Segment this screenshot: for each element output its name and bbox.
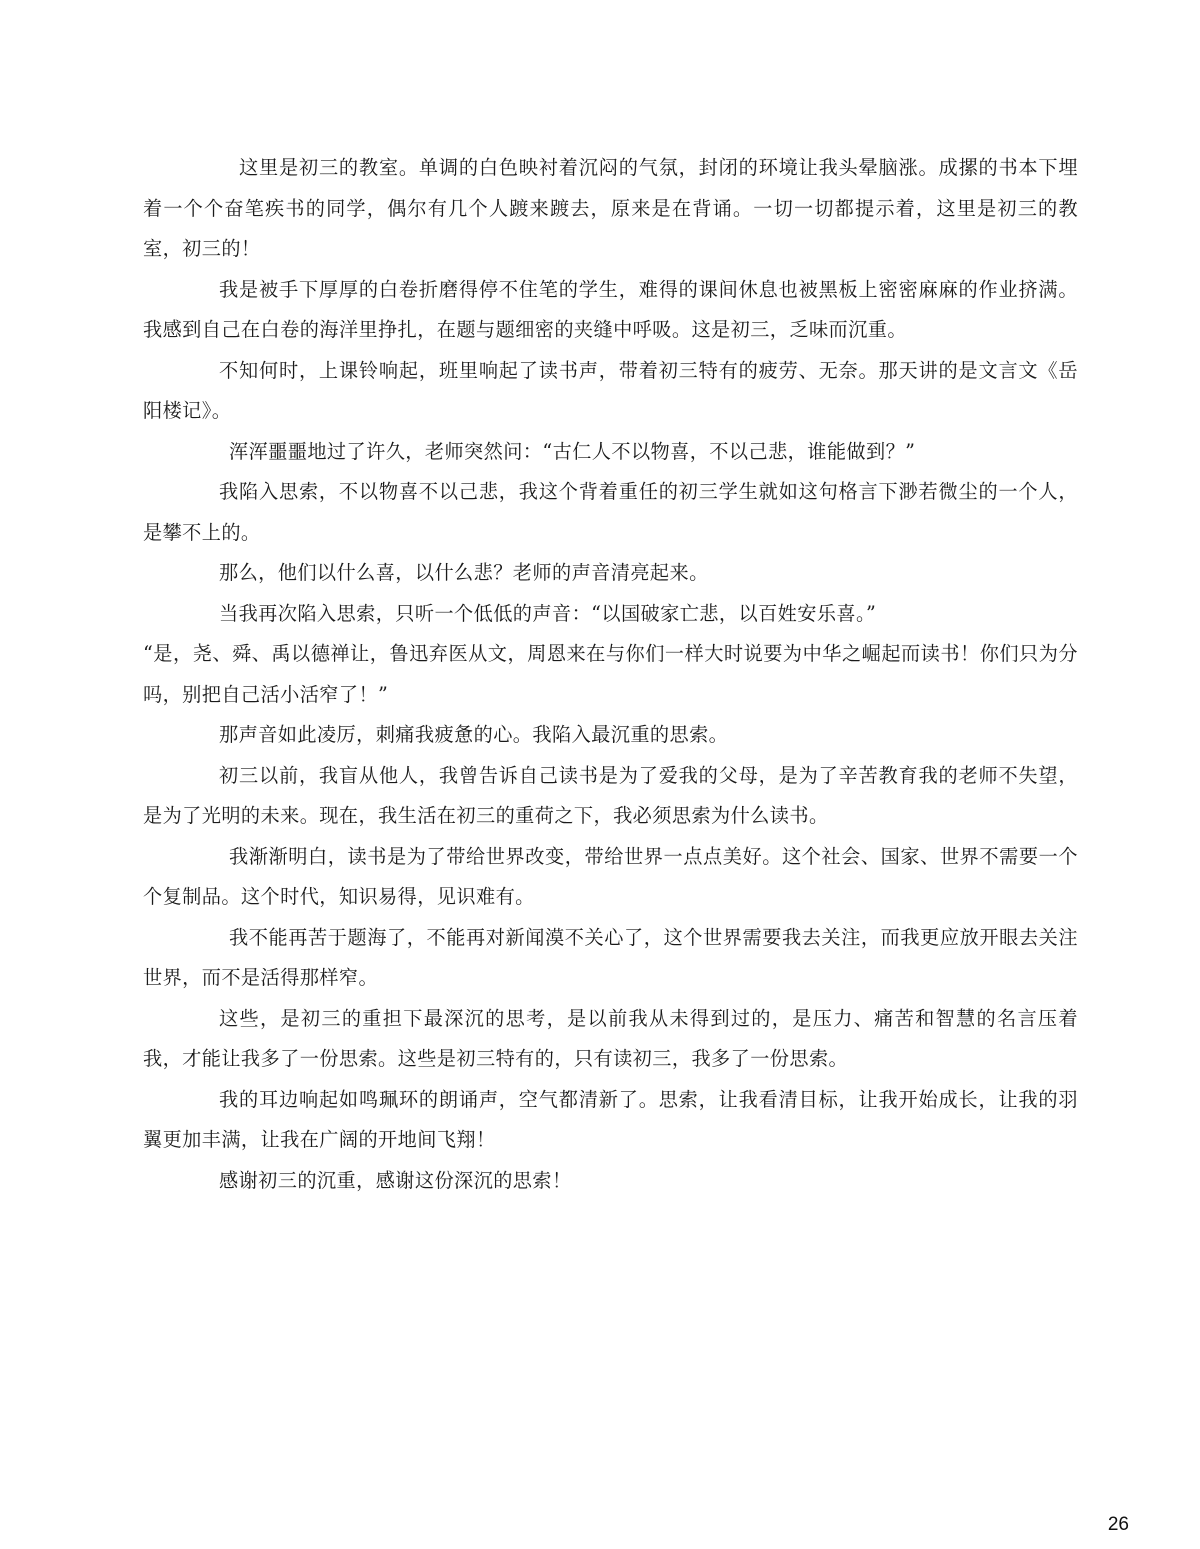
paragraph-10: 初三以前，我盲从他人，我曾告诉自己读书是为了爱我的父母，是为了辛苦教育我的老师不失望，是为了光明的未来。现在，我生活在初三的重荷之下，我必须思索为什么读书。 bbox=[143, 763, 1078, 827]
essay-body bbox=[143, 148, 1078, 1201]
paragraph-1: 这里是初三的教室。单调的白色映衬着沉闷的气氛，封闭的环境让我头晕脑涨。成摞的书本下埋着一个个奋笔疾书的同学，偶尔有几个人踱来踱去，原来是在背诵。一切一切都提示着，这里是初三的教室，初三的！ bbox=[143, 156, 1078, 260]
paragraph-3: 不知何时，上课铃响起，班里响起了读书声，带着初三特有的疲劳、无奈。那天讲的是文言文《岳阳楼记》。 bbox=[143, 358, 1078, 422]
paragraph-13: 这些，是初三的重担下最深沉的思考，是以前我从未得到过的，是压力、痛苦和智慧的名言压着我，才能让我多了一份思索。这些是初三特有的，只有读初三，我多了一份思索。 bbox=[143, 1006, 1078, 1070]
paragraph-4: 浑浑噩噩地过了许久，老师突然问：“古仁人不以物喜，不以己悲，谁能做到？” bbox=[229, 439, 916, 463]
paragraph-15: 感谢初三的沉重，感谢这份深沉的思索！ bbox=[219, 1168, 572, 1192]
paragraph-12: 我不能再苦于题海了，不能再对新闻漠不关心了，这个世界需要我去关注，而我更应放开眼去关注世界，而不是活得那样窄。 bbox=[143, 925, 1078, 989]
paragraph-7: 当我再次陷入思索，只听一个低低的声音：“以国破家亡悲，以百姓安乐喜。” bbox=[219, 601, 877, 625]
page-number: 26 bbox=[1107, 1514, 1129, 1535]
paragraph-9: 那声音如此凌厉，刺痛我疲惫的心。我陷入最沉重的思索。 bbox=[219, 723, 729, 746]
paragraph-11: 我渐渐明白，读书是为了带给世界改变，带给世界一点点美好。这个社会、国家、世界不需要一个个复制品。这个时代，知识易得，见识难有。 bbox=[143, 844, 1078, 908]
paragraph-2: 我是被手下厚厚的白卷折磨得停不住笔的学生，难得的课间休息也被黑板上密密麻麻的作业挤满。我感到自己在白卷的海洋里挣扎，在题与题细密的夹缝中呼吸。这是初三，乏味而沉重。 bbox=[143, 277, 1078, 341]
paragraph-8: “是，尧、舜、禹以德禅让，鲁迅弃医从文，周恩来在与你们一样大时说要为中华之崛起而读书！你们只为分吗，别把自己活小活窄了！” bbox=[143, 642, 1078, 706]
paragraph-6: 那么，他们以什么喜，以什么悲？老师的声音清亮起来。 bbox=[219, 561, 709, 584]
paragraph-14: 我的耳边响起如鸣珮环的朗诵声，空气都清新了。思索，让我看清目标，让我开始成长，让我的羽翼更加丰满，让我在广阔的开地间飞翔！ bbox=[143, 1087, 1078, 1151]
paragraph-5: 我陷入思索，不以物喜不以己悲，我这个背着重任的初三学生就如这句格言下渺若微尘的一个人，是攀不上的。 bbox=[143, 480, 1078, 544]
